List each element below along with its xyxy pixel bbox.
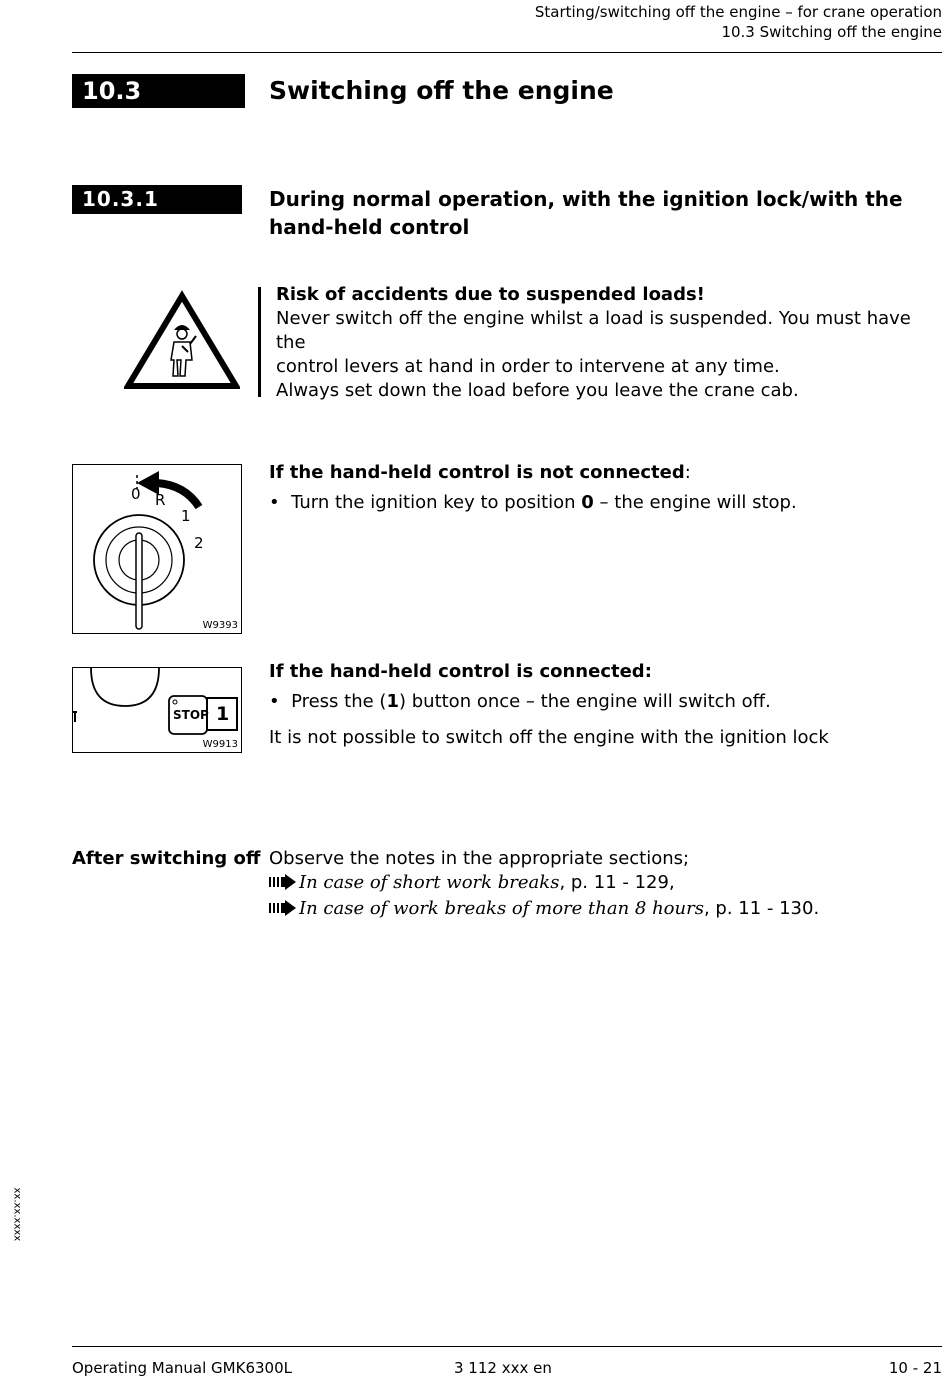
ignition-heading-colon: : — [684, 462, 691, 483]
header-chapter-title: Starting/switching off the engine – for crane operation — [534, 3, 942, 21]
section-title: Switching off the engine — [269, 76, 614, 105]
after-switching-off-text — [269, 847, 939, 923]
hand-held-bullet-bold: 1 — [386, 691, 399, 712]
after-switching-off-label: After switching off — [72, 848, 261, 869]
subsection-title-line2: hand-held control — [269, 215, 470, 239]
footer-document-number: 3 112 xxx en — [454, 1359, 552, 1377]
ignition-label-2: 2 — [194, 534, 204, 552]
warning-suspended-load-icon — [124, 290, 240, 392]
ignition-heading — [269, 461, 797, 485]
footer-page-number: 10 - 21 — [888, 1359, 942, 1377]
hand-held-instructions — [269, 660, 929, 750]
ignition-instructions — [269, 461, 797, 515]
section-number: 10.3 — [82, 77, 142, 105]
reference-2[interactable] — [269, 897, 939, 923]
hand-held-figure-code: W9913 — [202, 739, 238, 750]
reference-1-page: , p. 11 - 129, — [559, 872, 675, 893]
warning-line-1: Never switch off the engine whilst a load is suspended. You must have the — [276, 308, 911, 353]
stop-label: STOP — [173, 708, 209, 722]
hand-held-note: It is not possible to switch off the engine with the ignition lock — [269, 727, 829, 748]
subsection-number: 10.3.1 — [82, 187, 159, 211]
reference-1[interactable] — [269, 871, 939, 897]
footer-rule — [72, 1346, 942, 1347]
header-section-title: 10.3 Switching off the engine — [721, 23, 942, 41]
cross-reference-arrow-icon — [269, 899, 299, 923]
warning-heading: Risk of accidents due to suspended loads! — [276, 284, 705, 305]
ignition-bullet-post: – the engine will stop. — [593, 492, 797, 513]
ignition-heading-text: If the hand-held control is not connected — [269, 462, 685, 483]
footer-manual-title: Operating Manual GMK6300L — [72, 1359, 292, 1377]
header-rule — [72, 52, 942, 53]
reference-2-page: , p. 11 - 130. — [703, 898, 820, 919]
warning-text — [276, 283, 946, 403]
hand-held-bullet-pre: Press the ( — [291, 691, 387, 712]
reference-1-title[interactable]: In case of short work breaks — [299, 872, 560, 893]
ignition-label-r: R — [155, 491, 166, 509]
hand-held-bullet-post: ) button once – the engine will switch off. — [398, 691, 771, 712]
hand-held-heading: If the hand-held control is connected: — [269, 661, 652, 682]
bullet-dot: • — [269, 691, 292, 712]
warning-line-3: Always set down the load before you leave the crane cab. — [276, 380, 799, 401]
warning-line-2: control levers at hand in order to intervene at any time. — [276, 356, 780, 377]
button-number-label: 1 — [216, 703, 230, 725]
bullet-dot: • — [269, 492, 292, 513]
ignition-label-1: 1 — [181, 507, 191, 525]
ignition-bullet-bold: 0 — [581, 492, 594, 513]
ignition-figure-code: W9393 — [202, 620, 238, 631]
subsection-title-line1: During normal operation, with the ignition lock/with the — [269, 187, 903, 211]
after-intro: Observe the notes in the appropriate sections; — [269, 848, 690, 869]
ignition-bullet-pre: Turn the ignition key to position — [291, 492, 582, 513]
subsection-title — [269, 185, 903, 241]
ignition-lock-figure — [72, 464, 242, 634]
warning-bar — [258, 287, 261, 397]
reference-2-title[interactable]: In case of work breaks of more than 8 hours — [299, 898, 704, 919]
hand-held-bullet — [269, 690, 929, 714]
ignition-bullet — [269, 491, 797, 515]
side-date-code: xx.xx.xxxx — [11, 1187, 23, 1242]
subsection-number-box — [72, 185, 242, 214]
ignition-label-0: 0 — [131, 485, 141, 503]
section-number-box — [72, 74, 245, 108]
cross-reference-arrow-icon — [269, 873, 299, 897]
hand-held-control-figure — [72, 667, 242, 753]
